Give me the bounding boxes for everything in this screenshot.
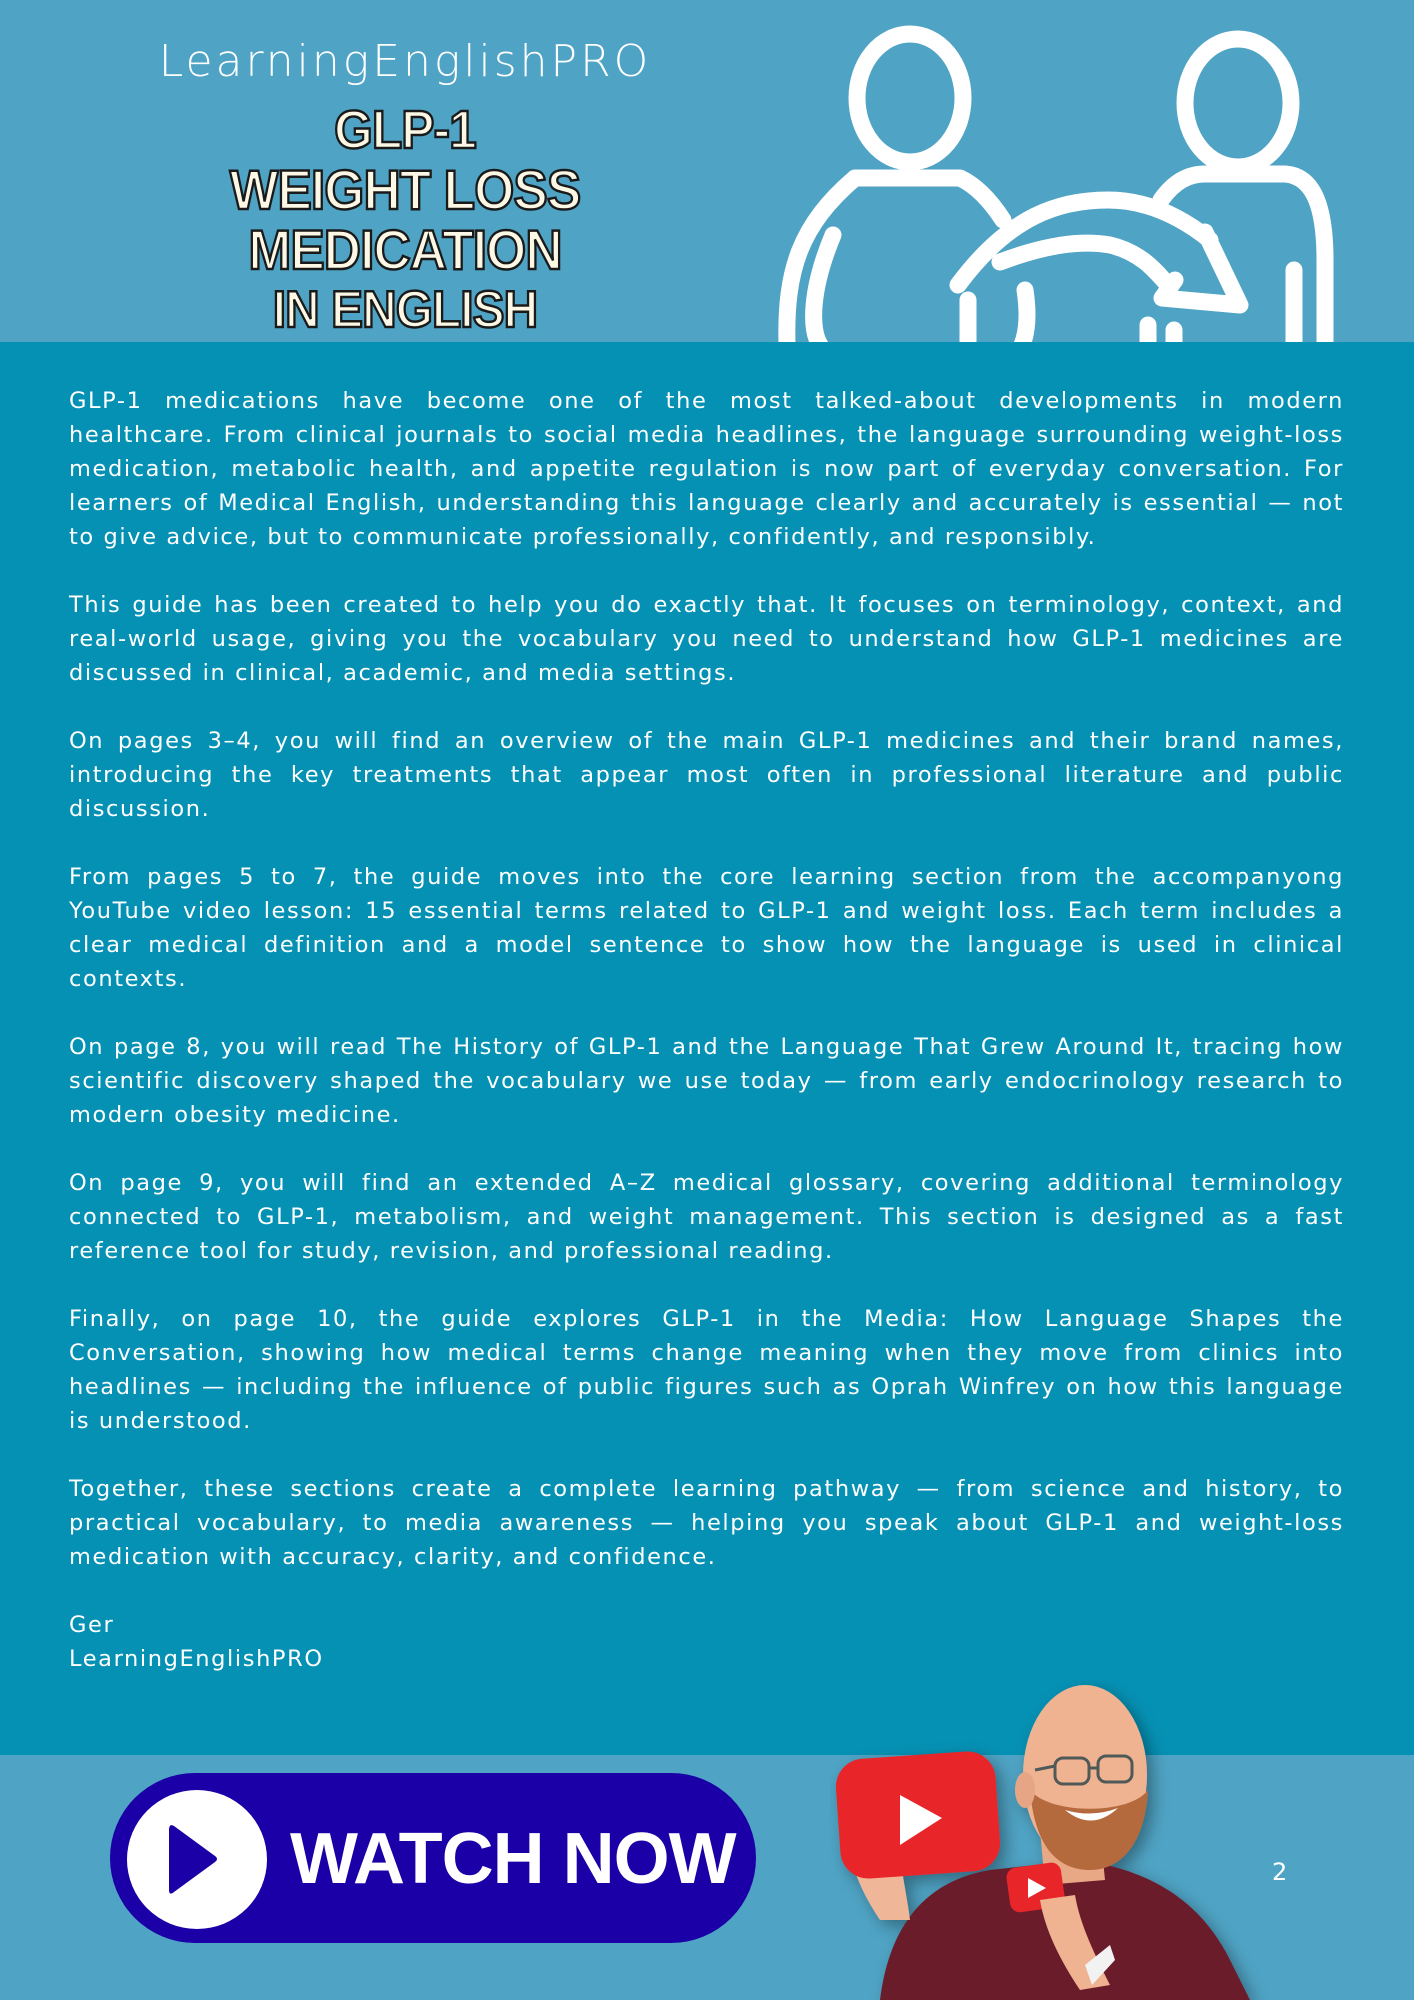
paragraph-intro: GLP-1 medications have become one of the most talked-about developments in modern healthcare. From clinical journals to social media headlines, the language surrounding weight-loss medication, metabolic health, and appetite regulation is now part of everyday conversation. For learners of Medical English, understanding this language clearly and accurately is essential — not to give advice, but to communicate professionally, confidently, and responsibly.	[69, 388, 1344, 550]
brand-name: LearningEnglishPRO	[158, 36, 652, 87]
paragraph-page-10: Finally, on page 10, the guide explores GLP-1 in the Media: How Language Shapes the Conversation, showing how medical terms change meaning when they move from clinics into headlines — including the influence of public figures such as Oprah Winfrey on how this language is understood.	[69, 1306, 1344, 1434]
paragraph-pages-5-7: From pages 5 to 7, the guide moves into the core learning section from the accompanyong YouTube video lesson: 15 essential terms related to GLP-1 and weight loss. Each term includes a clear medical definition and a model sentence to show how the language is used in clinical contexts.	[69, 864, 1344, 992]
title-line-4: IN ENGLISH	[272, 281, 538, 339]
paragraph-pages-3-4: On pages 3–4, you will find an overview of the main GLP-1 medicines and their brand names, introducing the key treatments that appear most often in professional literature and public discussion.	[69, 728, 1344, 822]
paragraph-page-9: On page 9, you will find an extended A–Z medical glossary, covering additional terminology connected to GLP-1, metabolism, and weight management. This section is designed as a fast reference tool for study, revision, and professional reading.	[69, 1170, 1344, 1264]
play-icon	[127, 1790, 267, 1929]
title-line-1: GLP-1	[334, 100, 476, 160]
signoff-name: Ger	[69, 1612, 115, 1638]
intro-text	[69, 384, 1344, 1676]
signoff-brand: LearningEnglishPRO	[69, 1646, 324, 1672]
paragraph-guide-purpose: This guide has been created to help you do exactly that. It focuses on terminology, context, and real-world usage, giving you the vocabulary you need to understand how GLP-1 medicines are discussed in clinical, academic, and media settings.	[69, 592, 1344, 686]
page-number: 2	[1272, 1858, 1288, 1886]
page-title	[0, 100, 810, 340]
header-banner	[0, 0, 1414, 342]
presenter-photo	[830, 1680, 1310, 2000]
paragraph-summary: Together, these sections create a complete learning pathway — from science and history, to practical vocabulary, to media awareness — helping you speak about GLP-1 and weight-loss medication with accuracy, clarity, and confidence.	[69, 1476, 1344, 1570]
title-line-2: WEIGHT LOSS	[229, 158, 581, 221]
paragraph-page-8: On page 8, you will read The History of GLP-1 and the Language That Grew Around It, tracing how scientific discovery shaped the vocabulary we use today — from early endocrinology research to modern obesity medicine.	[69, 1034, 1344, 1128]
people-exchange-icon	[760, 0, 1360, 342]
watch-now-label: WATCH NOW	[290, 1819, 736, 1899]
title-line-3: MEDICATION	[248, 218, 562, 281]
watch-now-button[interactable]	[110, 1773, 756, 1943]
